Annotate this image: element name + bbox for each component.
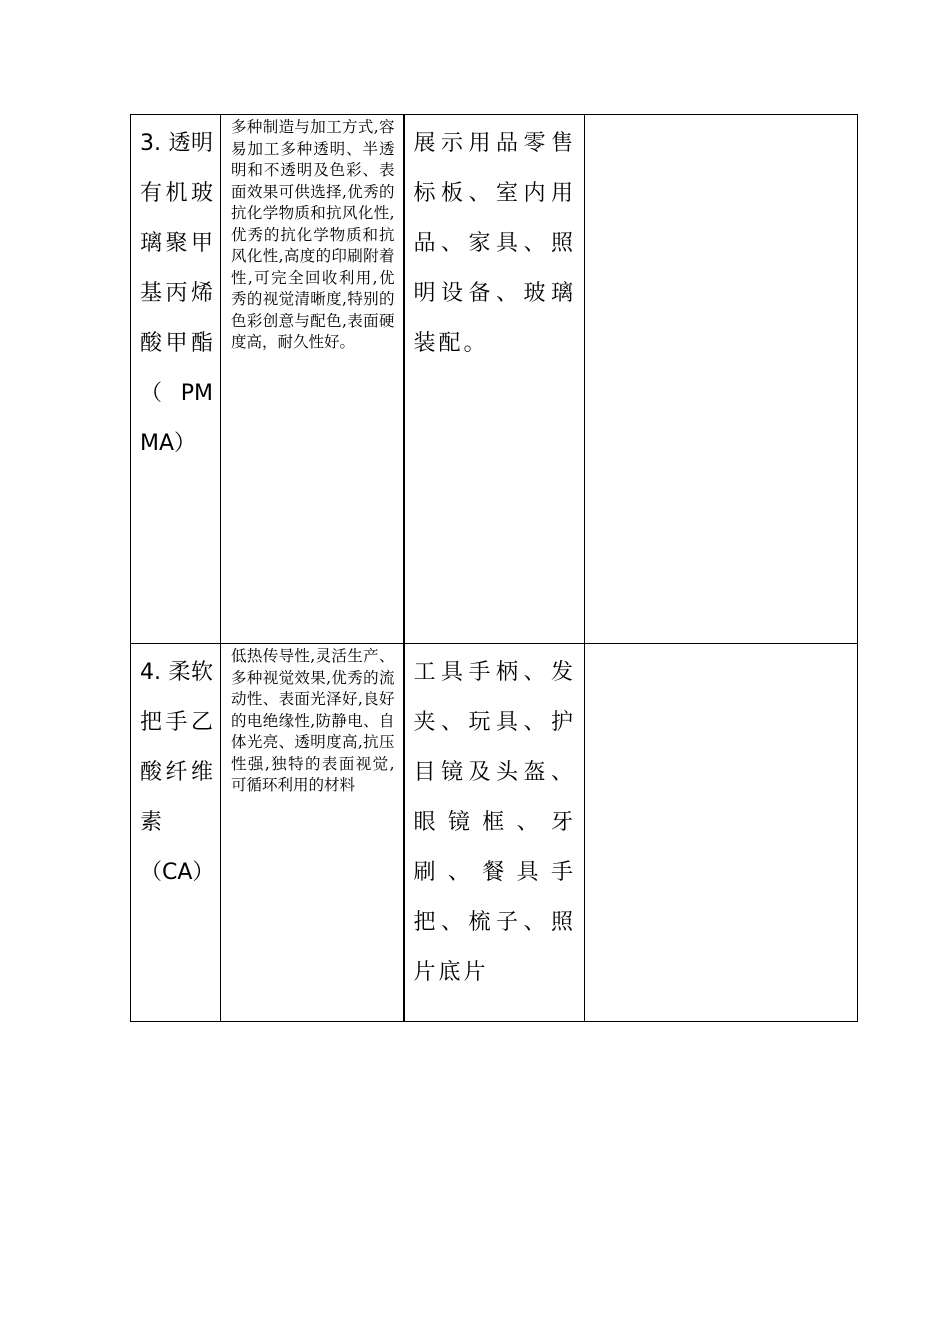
material-name-cell <box>131 644 221 1022</box>
material-name-cell <box>131 115 221 644</box>
extra-cell <box>585 644 858 1022</box>
table-row <box>131 115 858 644</box>
table-row <box>131 644 858 1022</box>
materials-table <box>130 114 858 1022</box>
material-name-abbrev: MA） <box>140 431 197 456</box>
material-uses: 工具手柄、发夹、玩具、护目镜及头盔、眼镜框、牙刷、餐具手把、梳子、照片底片 <box>404 644 585 1022</box>
material-properties: 多种制造与加工方式,容易加工多种透明、半透明和不透明及色彩、表面效果可供选择,优秀的抗化学物质和抗风化性,优秀的抗化学物质和抗风化性,高度的印刷附着性,可完全回收利用,优秀的视觉清晰度,特别的色彩创意与配色,表面硬度高，耐久性好。 <box>221 115 404 644</box>
extra-cell <box>585 115 858 644</box>
material-properties: 低热传导性,灵活生产、多种视觉效果,优秀的流动性、表面光泽好,良好的电绝缘性,防静电、自体光亮、透明度高,抗压性强,独特的表面视觉, 可循环利用的材料 <box>221 644 404 1022</box>
material-name: 3. 透明有机玻璃聚甲基丙烯酸甲酯（PM <box>140 131 213 406</box>
material-name-abbrev: （CA） <box>140 860 215 885</box>
material-name: 4. 柔软把手乙酸纤维素 <box>140 660 213 835</box>
material-uses: 展示用品零售标板、室内用品、家具、照明设备、玻璃装配。 <box>404 115 585 644</box>
